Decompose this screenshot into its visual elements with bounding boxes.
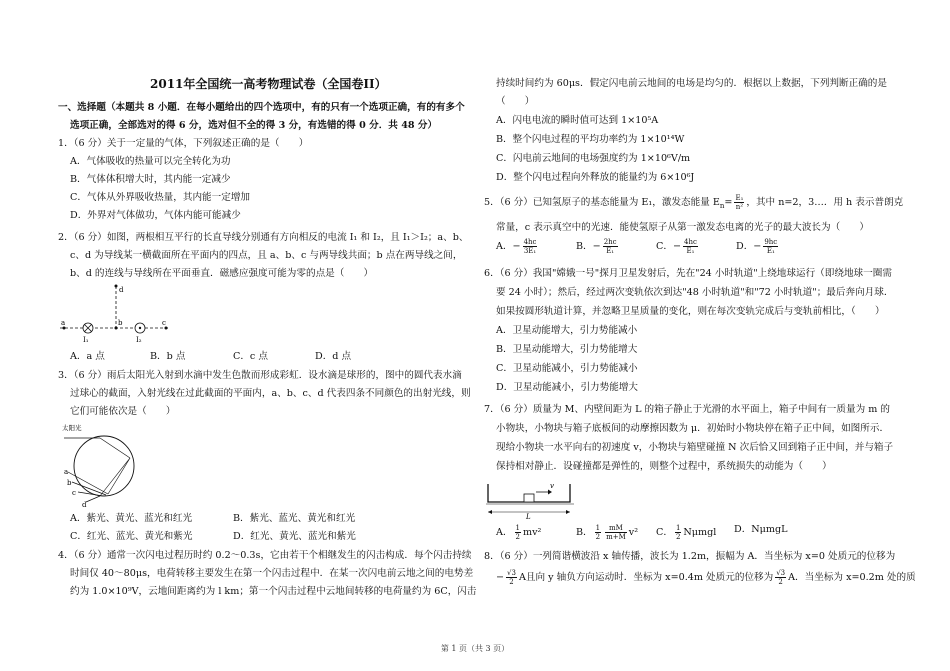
q2-point-d xyxy=(115,285,118,288)
q7-box-figure xyxy=(484,474,576,520)
q5-stem-line1 xyxy=(484,194,903,212)
q4-stem-line2: 时间仅 40～80μs，电荷转移主要发生在第一个闪击过程中．在某一次闪电前云地之间的电势差 xyxy=(70,568,474,579)
q7-label-v: v xyxy=(550,482,554,490)
q7-option-c: C． $\frac{1}{2}$ Nμmgl xyxy=(656,524,717,541)
q5-text-a: 5．（6 分）已知氢原子的基态能量为 E₁，激发态能量 E xyxy=(484,197,720,208)
q5-option-a: A．− $\frac{4hc}{\text{3E₁}}$ xyxy=(496,238,537,255)
q3-option-b: B．紫光、蓝光、黄光和红光 xyxy=(233,513,356,524)
q3-ray-b xyxy=(72,482,106,495)
q8-sqrt-fraction-2: $\frac{√3}{2}$ xyxy=(776,569,786,586)
q5-option-c: C．− $\frac{4hc}{\text{E₁}}$ xyxy=(656,238,697,255)
q7-stem-line2: 小物块，小物块与箱子底板间的动摩擦因数为 μ．初始时小物块停在箱子正中间，如图所示． xyxy=(496,423,890,434)
q8-sqrt-fraction-1: $\frac{√3}{2}$ xyxy=(507,569,516,586)
q2-option-d: D．d 点 xyxy=(315,351,352,362)
q7-block xyxy=(524,494,534,502)
q3-label-d: d xyxy=(82,501,87,508)
q4-stem-line1: 4．（6 分）通常一次闪电过程历时约 0.2～0.3s，它由若干个相继发生的闪击构成．每个闪击持续 xyxy=(58,550,472,561)
q7-stem-line4: 保持相对静止．设碰撞都是弹性的，则整个过程中，系统损失的动能为（ ） xyxy=(496,461,832,472)
q5-sub-n: n xyxy=(719,201,725,210)
q4-option-a: A．闪电电流的瞬时值可达到 1×10⁵A xyxy=(496,115,659,126)
q6-stem-line1: 6．（6 分）我国"嫦娥一号"探月卫星发射后，先在"24 小时轨道"上绕地球运行（即绕地球一圈需 xyxy=(484,268,892,279)
q3-stem-line2: 过球心的截面，入射光线在过此截面的平面内，a、b、c、d 代表四条不同颜色的出射光线，则 xyxy=(70,388,471,399)
q3-ray-d xyxy=(86,496,100,502)
q3-label-a: a xyxy=(64,468,69,476)
q7-option-b: B． $\frac{1}{2}$ $\frac{mM}{m+M}$ v² xyxy=(576,524,639,541)
q3-label-b: b xyxy=(67,479,72,487)
q7-stem-line1: 7．（6 分）质量为 M、内壁间距为 L 的箱子静止于光滑的水平面上，箱子中间有一质量为 m 的 xyxy=(484,404,890,415)
q2-stem-line1: 2．（6 分）如图，两根相互平行的长直导线分别通有方向相反的电流 I₁ 和 I₂，且 I₁＞I₂；a、b、 xyxy=(58,232,469,243)
q4-option-c: C．闪电前云地间的电场强度约为 1×10⁶V/m xyxy=(496,153,691,164)
q4-stem-line4: 持续时间约为 60μs．假定闪电前云地间的电场是均匀的．根据以上数据，下列判断正确的是 xyxy=(496,78,887,89)
q3-stem-line1: 3．（6 分）雨后太阳光入射到水滴中发生色散而形成彩虹．设水滴是球形的，图中的圆代表水滴 xyxy=(58,370,462,381)
q4-stem-line5: （ ） xyxy=(496,96,535,107)
q2-option-b: B．b 点 xyxy=(150,351,186,362)
q6-option-d: D．卫星动能减小，引力势能增大 xyxy=(496,382,639,393)
q4-option-d: D．整个闪电过程向外释放的能量约为 6×10⁶J xyxy=(496,172,695,183)
q6-option-a: A．卫星动能增大，引力势能减小 xyxy=(496,325,638,336)
page-footer: 第 1 页（共 3 页） xyxy=(440,644,510,653)
q3-option-d: D．红光、黄光、蓝光和紫光 xyxy=(233,531,356,542)
q8-stem-line1: 8．（6 分）一列简谐横波沿 x 轴传播，波长为 1.2m，振幅为 A．当坐标为 x=0 处质元的位移为 xyxy=(484,551,896,562)
q4-option-b: B．整个闪电过程的平均功率约为 1×10¹⁴W xyxy=(496,134,685,145)
q2-wires-figure xyxy=(58,282,178,348)
q1-option-c: C．气体从外界吸收热量，其内能一定增加 xyxy=(70,192,251,203)
q6-stem-line2: 要 24 小时）；然后，经过两次变轨依次到达"48 小时轨道"和"72 小时轨道"；最后奔向月球． xyxy=(496,287,894,298)
q2-label-a: a xyxy=(61,319,66,327)
q2-option-a: A．a 点 xyxy=(70,351,105,362)
q7-label-l: L xyxy=(526,513,531,520)
q3-label-sunlight: 太阳光 xyxy=(62,424,82,432)
q1-option-b: B．气体体积增大时，其内能一定减少 xyxy=(70,174,231,185)
q8-stem-line2: − $\frac{√3}{2}$ A且向 y 轴负方向运动时．坐标为 x=0.4m 处质元的位移为 $\frac{√3}{2}$ A．当坐标为 x=0.2m 处的质 xyxy=(496,569,916,586)
q3-option-a: A．紫光、黄光、蓝光和红光 xyxy=(70,513,193,524)
q1-stem: 1．（6 分）关于一定量的气体，下列叙述正确的是（ ） xyxy=(58,138,309,149)
q2-option-c: C．c 点 xyxy=(233,351,268,362)
q7-stem-line3: 现给小物块一水平向右的初速度 v，小物块与箱壁碰撞 N 次后恰又回到箱子正中间，并与箱子 xyxy=(496,442,894,453)
q5-stem-line2: 常量，c 表示真空中的光速．能使氢原子从第一激发态电离的光子的最大波长为（ ） xyxy=(496,222,869,233)
q6-stem-line3: 如果按圆形轨道计算，并忽略卫星质量的变化，则在每次变轨完成后与变轨前相比，（ ） xyxy=(496,306,885,317)
q5-text-b: ，其中 n=2，3…．用 h 表示普朗克 xyxy=(746,197,904,208)
q3-stem-line3: 它们可能依次是（ ） xyxy=(70,406,176,417)
q5-option-d: D．− $\frac{9hc}{\text{E₁}}$ xyxy=(736,238,778,255)
q5-energy-fraction: $\frac{\text{E₁}}{\text{n²}}$ xyxy=(735,194,744,211)
q5-eq: = xyxy=(724,197,733,208)
section-heading-line2: 选项正确，全部选对的得 6 分，选对但不全的得 3 分，有选错的得 0 分．共 48 分） xyxy=(70,120,438,131)
q2-stem-line2: c、d 为导线某一横截面所在平面内的四点，且 a、b、c 与两导线共面；b 点在两导线之间， xyxy=(70,250,463,261)
q7-option-d: D．NμmgL xyxy=(734,524,788,535)
q2-label-b: b xyxy=(118,319,123,327)
q3-label-c: c xyxy=(72,489,76,497)
q6-option-b: B．卫星动能增大，引力势能增大 xyxy=(496,344,638,355)
q2-label-d: d xyxy=(119,286,124,294)
q2-label-c: c xyxy=(162,319,166,327)
q1-option-a: A．气体吸收的热量可以完全转化为功 xyxy=(70,156,231,167)
q1-option-d: D．外界对气体做功，气体内能可能减少 xyxy=(70,210,241,221)
page-title: 2011年全国统一高考物理试卷（全国卷II） xyxy=(150,77,387,91)
section-heading-line1: 一、选择题（本题共 8 小题．在每小题给出的四个选项中，有的只有一个选项正确，有的有多个 xyxy=(58,102,465,113)
q2-label-i2: I₂ xyxy=(136,336,142,344)
q2-label-i1: I₁ xyxy=(83,336,89,344)
q2-stem-line3: b、d 的连线与导线所在平面垂直．磁感应强度可能为零的点是（ ） xyxy=(70,268,374,279)
q3-option-c: C．红光、蓝光、黄光和紫光 xyxy=(70,531,193,542)
q7-option-a: A． $\frac{1}{2}$ mv² xyxy=(496,524,542,541)
q5-option-b: B．− $\frac{2hc}{\text{E₁}}$ xyxy=(576,238,617,255)
q3-raindrop-figure xyxy=(60,422,140,508)
q4-stem-line3: 约为 1.0×10⁹V，云地间距离约为 l km；第一个闪击过程中云地间转移的电荷量约为 6C，闪击 xyxy=(70,586,477,597)
q6-option-c: C．卫星动能减小，引力势能减小 xyxy=(496,363,638,374)
